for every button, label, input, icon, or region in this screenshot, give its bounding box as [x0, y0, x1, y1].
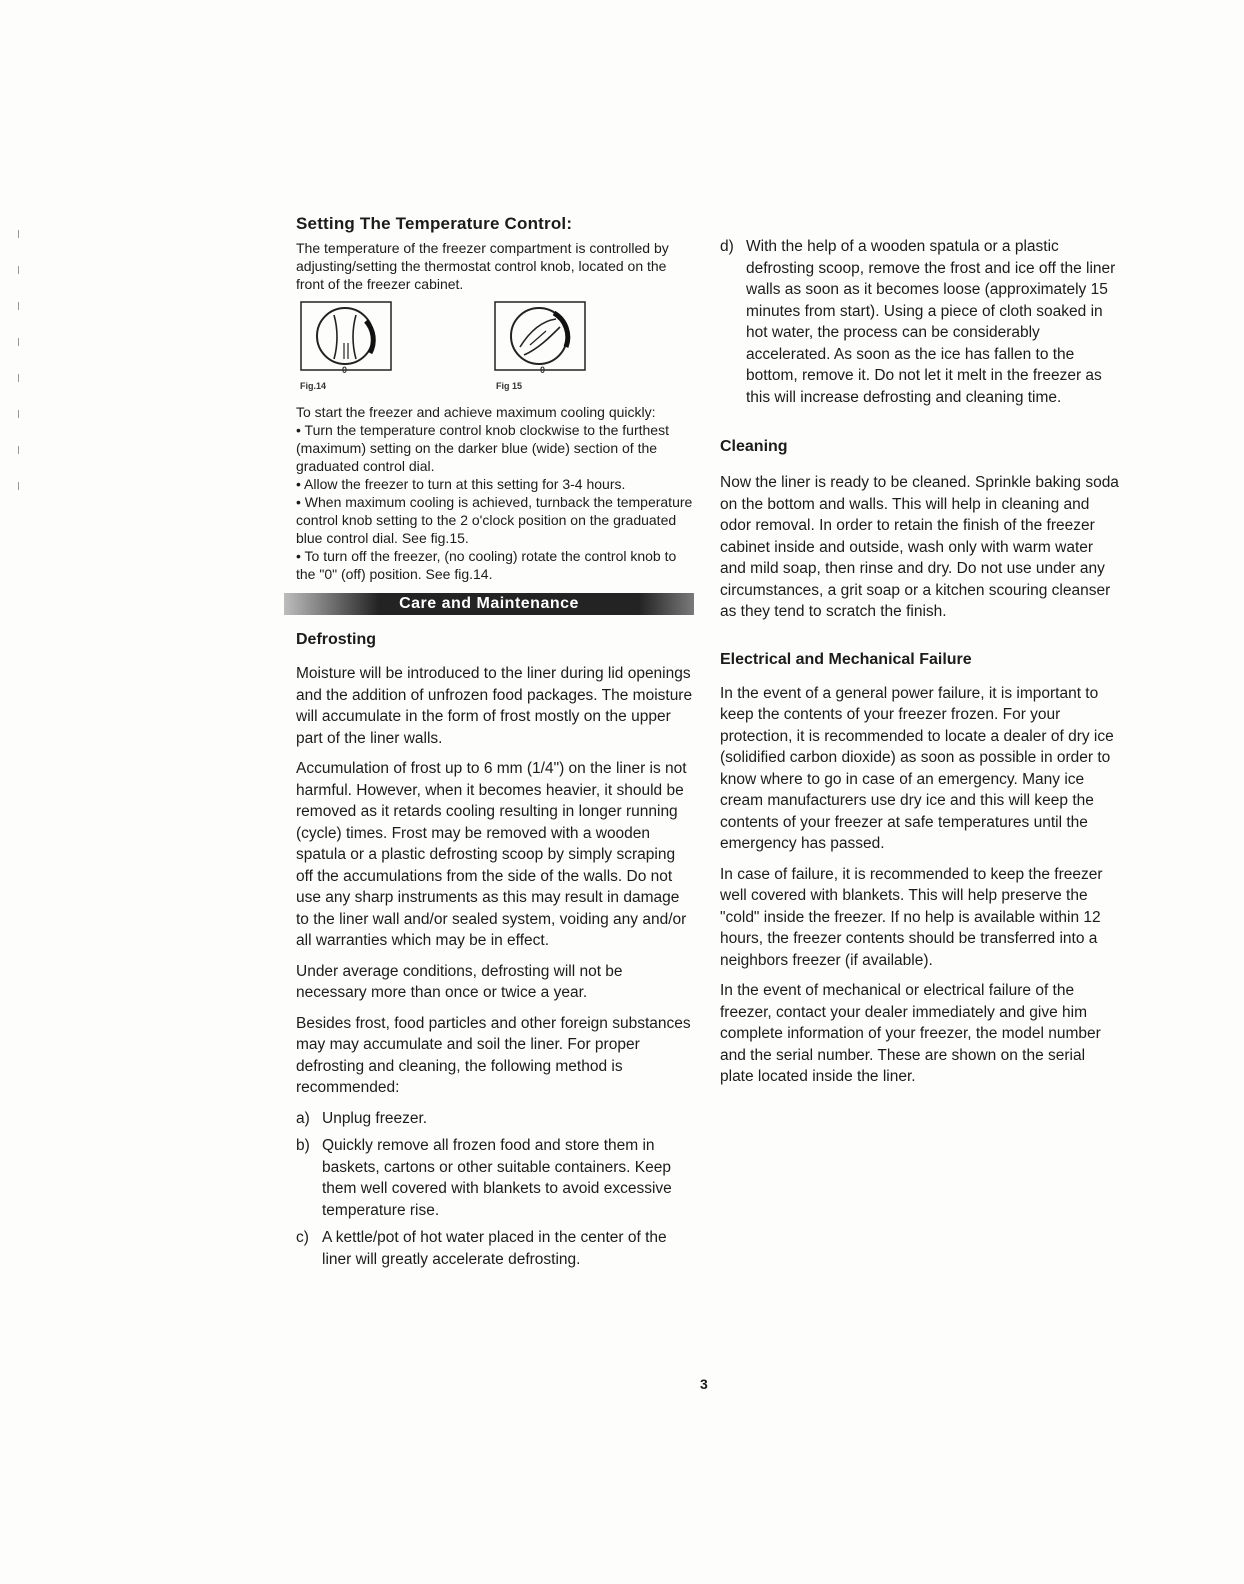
- fig15-zero: 0: [540, 365, 546, 375]
- defrost-paragraph: Besides frost, food particles and other foreign substances may may accumulate and soil the liner. For proper defrosting and cleaning, the following method is recommended:: [296, 1014, 691, 1096]
- bullet-turnback: • When maximum cooling is achieved, turnback the temperature control knob setting to the 2 o'clock position on the graduated blue control dial. See fig.15.: [296, 494, 693, 546]
- dial-figures: [296, 301, 696, 397]
- fig14-label: Fig.14: [300, 381, 327, 391]
- left-column: [296, 214, 696, 1276]
- cleaning-heading: Cleaning: [720, 438, 788, 455]
- bullet-turn-knob: • Turn the temperature control knob clockwise to the furthest (maximum) setting on the darker blue (wide) section of the graduated control dial.: [296, 422, 669, 474]
- page-number: 3: [700, 1376, 708, 1392]
- failure-heading: Electrical and Mechanical Failure: [720, 650, 972, 668]
- fig15-dial-2oclock-icon: [494, 301, 586, 391]
- defrosting-heading: Defrosting: [296, 631, 376, 648]
- step-item: d) With the help of a wooden spatula or a plastic defrosting scoop, remove the frost and ice off the liner walls as soon as it becomes loose (approximately 15 minutes from start). Using a piece of cloth soaked in hot water, the process can be considerably accelerated. As soon as the ice has fallen to the bottom, remove it. Do not let it melt in the freezer as this will increase defrosting and cleaning time.: [720, 238, 1116, 406]
- defrost-steps: [296, 1108, 696, 1271]
- fig14-dial-off-icon: [300, 301, 392, 391]
- cleaning-paragraph: Now the liner is ready to be cleaned. Sprinkle baking soda on the bottom and walls. This will help in cleaning and odor removal. In order to retain the finish of the freezer cabinet inside and outside, wash only with warm water and mild soap, then rinse and dry. Do not use under any circumstances, a grit soap or a kitchen scouring cleanser as they tend to scratch the finish.: [720, 474, 1119, 620]
- failure-paragraph: In the event of mechanical or electrical failure of the freezer, contact your dealer immediately and give him complete information of your freezer, the model number and the serial number. These are shown on the serial plate located inside the liner.: [720, 982, 1101, 1085]
- temperature-intro: The temperature of the freezer compartment is controlled by adjusting/setting the thermostat control knob, located on the front of the freezer cabinet.: [296, 240, 669, 292]
- fig14-zero: 0: [342, 365, 348, 375]
- scan-margin-marks: [18, 230, 24, 518]
- care-maintenance-banner: [284, 593, 694, 615]
- fig15-label: Fig 15: [496, 381, 523, 391]
- failure-paragraph: In case of failure, it is recommended to keep the freezer well covered with blankets. This will help preserve the "cold" inside the freezer. If no help is available within 12 hours, the freezer contents should be transferred into a neighbors freezer (if available).: [720, 865, 1103, 969]
- step-item: a) Unplug freezer.: [296, 1109, 428, 1127]
- defrost-paragraph: Accumulation of frost up to 6 mm (1/4") on the liner is not harmful. However, when it becomes heavier, it should be removed as it retards cooling resulting in longer running (cycle) times. Frost may be removed with a wooden spatula or a plastic defrosting scoop by simply scraping off the accumulations from the side of the walls. Do not use any sharp instruments as this may result in damage to the liner wall and/or sealed system, voiding any and/or all warranties which may be in effect.: [296, 760, 687, 949]
- bullet-allow-hours: • Allow the freezer to turn at this setting for 3-4 hours.: [296, 476, 626, 492]
- temperature-heading: Setting The Temperature Control:: [296, 214, 573, 233]
- right-column: [720, 236, 1120, 1097]
- defrost-steps-continued: [720, 236, 1120, 408]
- defrost-paragraph: Moisture will be introduced to the liner during lid openings and the addition of unfrozen food packages. The moisture will accumulate in the form of frost mostly on the upper part of the liner walls.: [296, 665, 693, 747]
- banner-text: Care and Maintenance: [399, 595, 579, 612]
- defrost-paragraph: Under average conditions, defrosting will not be necessary more than once or twice a year.: [296, 962, 623, 1001]
- start-instructions: To start the freezer and achieve maximum cooling quickly:: [296, 404, 656, 420]
- step-item: c) A kettle/pot of hot water placed in the center of the liner will greatly accelerate defrosting.: [296, 1229, 667, 1268]
- bullet-turn-off: • To turn off the freezer, (no cooling) rotate the control knob to the "0" (off) position. See fig.14.: [296, 548, 677, 582]
- failure-paragraph: In the event of a general power failure, it is important to keep the contents of your freezer frozen. For your protection, it is recommended to locate a dealer of dry ice (solidified carbon dioxide) as soon as possible in order to know where to go in case of an emergency. Many ice cream manufacturers use dry ice and this will keep the contents of your freezer at safe temperatures until the emergency has passed.: [720, 684, 1114, 852]
- step-item: b) Quickly remove all frozen food and store them in baskets, cartons or other suitable containers. Keep them well covered with blankets to avoid excessive temperature rise.: [296, 1137, 672, 1219]
